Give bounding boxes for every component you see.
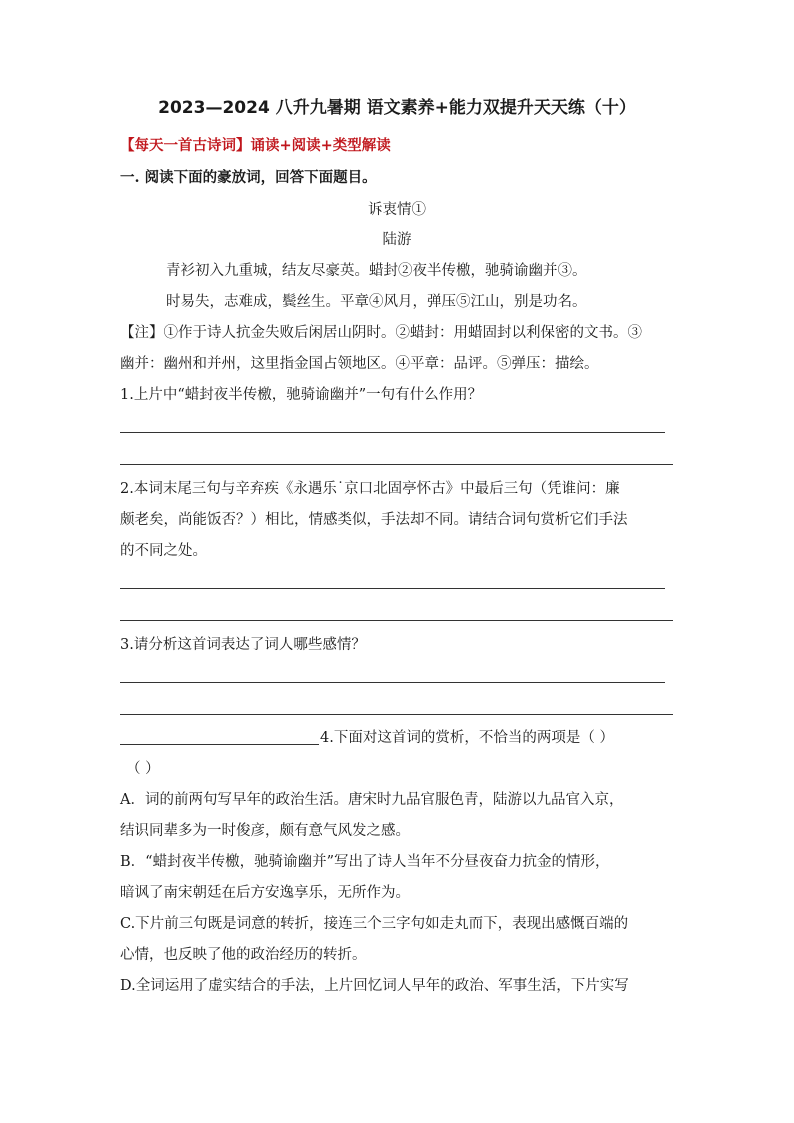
option-b-line-2: 暗讽了南宋朝廷在后方安逸享乐，无所作为。 (120, 885, 410, 901)
answer-line[interactable] (120, 620, 673, 621)
question-4-answer-paren[interactable]: （ ） (126, 761, 160, 777)
part-heading: 一. 阅读下面的豪放词，回答下面题目。 (120, 169, 377, 186)
page-title: 2023—2024 八升九暑期 语文素养+能力双提升天天练（十） (158, 98, 636, 118)
section-label: 【每天一首古诗词】诵读+阅读+类型解读 (120, 137, 391, 154)
answer-line[interactable] (120, 588, 665, 589)
question-3: 3.请分析这首词表达了词人哪些感情？ (120, 637, 366, 653)
answer-line[interactable] (120, 744, 319, 745)
option-c-line-1: C.下片前三句既是词意的转折，接连三个三字句如走丸而下，表现出感慨百端的 (120, 916, 629, 932)
option-a-line-2: 结识同辈多为一时俊彦，颇有意气风发之感。 (120, 823, 410, 839)
poem-line-2: 时易失，志难成，鬓丝生。平章④风月，弹压⑤江山，别是功名。 (166, 294, 587, 310)
option-a-line-1: A．词的前两句写早年的政治生活。唐宋时九品官服色青，陆游以九品官入京， (120, 792, 624, 808)
option-c-line-2: 心情，也反映了他的政治经历的转折。 (120, 947, 367, 963)
answer-line[interactable] (120, 432, 665, 433)
question-2-line-3: 的不同之处。 (120, 543, 207, 559)
answer-line[interactable] (120, 682, 665, 683)
question-4: 4.下面对这首词的赏析，不恰当的两项是（ ） (320, 730, 614, 746)
option-d-line-1: D.全词运用了虚实结合的手法，上片回忆词人早年的政治、军事生活，下片实写 (120, 978, 629, 994)
question-2-line-2: 颇老矣，尚能饭否？）相比，情感类似，手法却不同。请结合词句赏析它们手法 (120, 512, 628, 528)
poem-line-1: 青衫初入九重城，结友尽豪英。蜡封②夜半传檄，驰骑谕幽并③。 (166, 263, 587, 279)
answer-line[interactable] (120, 464, 673, 465)
question-2-line-1: 2.本词末尾三句与辛弃疾《永遇乐˙京口北固亭怀古》中最后三句（凭谁问：廉 (120, 481, 620, 497)
notes-line-2: 幽并：幽州和并州，这里指金国占领地区。④平章：品评。⑤弹压：描绘。 (120, 356, 599, 372)
poem-author: 陆游 (382, 232, 412, 248)
notes-line-1: 【注】①作于诗人抗金失败后闲居山阴时。②蜡封：用蜡固封以利保密的文书。③ (120, 325, 642, 341)
poem-title: 诉衷情① (368, 202, 426, 218)
question-1: 1.上片中“蜡封夜半传檄，驰骑谕幽并”一句有什么作用？ (120, 387, 483, 403)
option-b-line-1: B．“蜡封夜半传檄，驰骑谕幽并”写出了诗人当年不分昼夜奋力抗金的情形， (120, 854, 610, 870)
answer-line[interactable] (120, 714, 673, 715)
